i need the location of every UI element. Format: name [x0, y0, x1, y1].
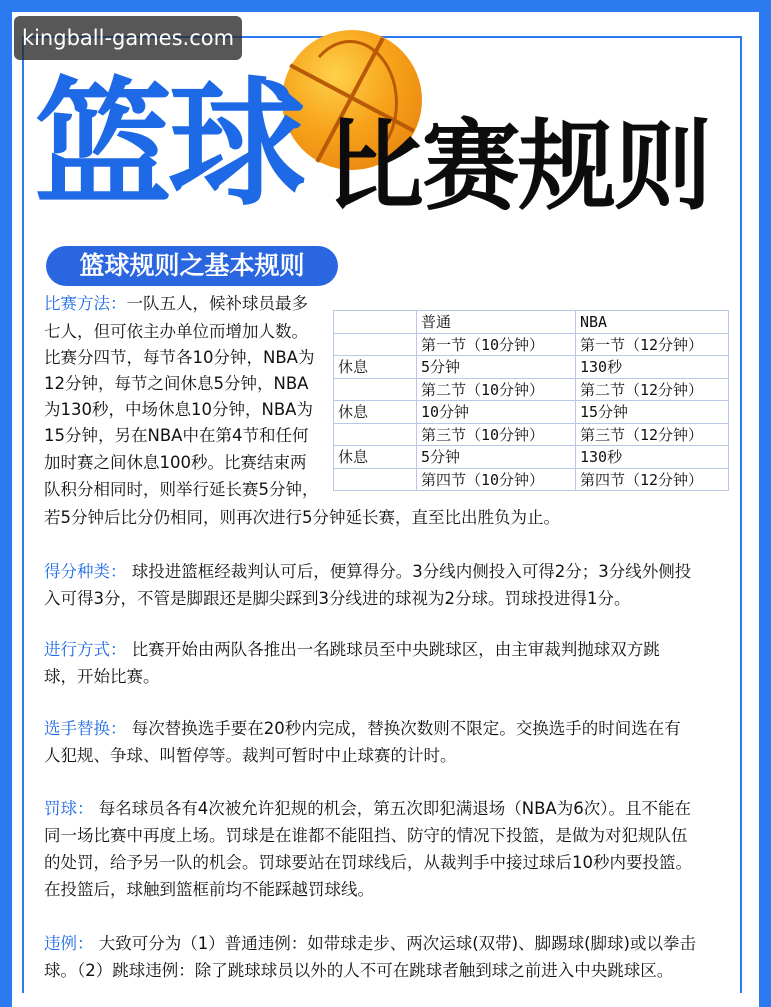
p5-line-3: 在投篮后，球触到篮框前均不能踩越罚球线。 — [44, 880, 374, 899]
p4-line-1: 人犯规、争球、叫暂停等。裁判可暂时中止球赛的计时。 — [44, 746, 457, 765]
table-row — [334, 401, 729, 424]
table-cell: 10分钟 — [417, 401, 576, 424]
p2-line-1: 入可得3分，不管是脚跟还是脚尖踩到3分线进的球视为2分球。罚球投进得1分。 — [44, 589, 631, 608]
table-cell: 第一节（10分钟） — [417, 333, 576, 356]
table-cell: 第四节（10分钟） — [417, 468, 576, 491]
table-cell: 第二节（12分钟） — [576, 378, 729, 401]
table-cell: 第四节（12分钟） — [576, 468, 729, 491]
p5-line-2: 的处罚，给予另一队的机会。罚球要站在罚球线后，从裁判手中接过球后10秒内要投篮。 — [44, 853, 692, 872]
p4-line-0 — [44, 717, 681, 740]
table-row — [334, 468, 729, 491]
watermark: kingball-games.com — [14, 16, 242, 60]
p1-line-7: 队积分相同时，则举行延长赛5分钟， — [44, 480, 319, 499]
table-cell — [334, 333, 417, 356]
p1-line-8: 若5分钟后比分仍相同，则再次进行5分钟延长赛，直至比出胜负为止。 — [44, 508, 560, 527]
p5-text: 每名球员各有4次被允许犯规的机会，第五次即犯满退场（NBA为6次）。且不能在 — [98, 799, 691, 818]
p5-line-0 — [44, 797, 691, 820]
p1-line-6: 加时赛之间休息100秒。比赛结束两 — [44, 453, 307, 472]
table-cell: 普通 — [417, 311, 576, 334]
p6-label: 违例： — [44, 934, 94, 953]
table-header-row — [334, 311, 729, 334]
p1-line-2: 比赛分四节，每节各10分钟，NBA为 — [44, 348, 315, 367]
table-cell: 休息 — [334, 401, 417, 424]
table-cell: 第一节（12分钟） — [576, 333, 729, 356]
p4-label: 选手替换： — [44, 719, 127, 738]
p3-text: 比赛开始由两队各推出一名跳球员至中央跳球区，由主审裁判抛球双方跳 — [131, 640, 660, 659]
table-cell: 15分钟 — [576, 401, 729, 424]
table-cell: 130秒 — [576, 356, 729, 379]
p5-label: 罚球： — [44, 799, 94, 818]
table-row — [334, 356, 729, 379]
table-cell — [334, 423, 417, 446]
p1-line-4: 为130秒，中场休息10分钟，NBA为 — [44, 400, 313, 419]
p2-line-0 — [44, 560, 691, 583]
p6-line-0 — [44, 932, 696, 955]
table-cell: 5分钟 — [417, 446, 576, 469]
table-cell: 5分钟 — [417, 356, 576, 379]
p6-line-1: 球。（2）跳球违例：除了跳球球员以外的人不可在跳球者触到球之前进入中央跳球区。 — [44, 961, 674, 980]
table-cell: NBA — [576, 311, 729, 334]
p6-text: 大致可分为（1）普通违例：如带球走步、两次运球(双带)、脚踢球(脚球)或以拳击 — [98, 934, 696, 953]
table-row — [334, 423, 729, 446]
table-cell — [334, 311, 417, 334]
p2-label: 得分种类： — [44, 562, 127, 581]
p1-text: 一队五人，候补球员最多 — [126, 294, 308, 313]
section-pill: 篮球规则之基本规则 — [46, 246, 338, 286]
p1-line-3: 12分钟，每节之间休息5分钟，NBA — [44, 374, 309, 393]
table-cell: 休息 — [334, 356, 417, 379]
rules-table — [333, 310, 729, 491]
table-row — [334, 378, 729, 401]
p3-label: 进行方式： — [44, 640, 127, 659]
table-row — [334, 446, 729, 469]
table-row — [334, 333, 729, 356]
p4-text: 每次替换选手要在20秒内完成，替换次数则不限定。交换选手的时间选在有 — [131, 719, 681, 738]
table-cell — [334, 378, 417, 401]
p1-label: 比赛方法： — [44, 294, 127, 313]
table-cell: 休息 — [334, 446, 417, 469]
title-part1: 篮球 — [34, 64, 303, 225]
table-cell: 第三节（10分钟） — [417, 423, 576, 446]
p1-line-1: 七人，但可依主办单位而增加人数。 — [44, 322, 308, 341]
table-cell — [334, 468, 417, 491]
p1-line-0 — [44, 292, 344, 315]
p2-text: 球投进篮框经裁判认可后，便算得分。3分线内侧投入可得2分；3分线外侧投 — [131, 562, 692, 581]
table-cell: 130秒 — [576, 446, 729, 469]
p5-line-1: 同一场比赛中再度上场。罚球是在谁都不能阻挡、防守的情况下投篮，是做为对犯规队伍 — [44, 826, 688, 845]
title-part2: 比赛规则 — [326, 110, 711, 224]
p3-line-1: 球，开始比赛。 — [44, 667, 160, 686]
table-cell: 第二节（10分钟） — [417, 378, 576, 401]
p1-line-5: 15分钟，另在NBA中在第4节和任何 — [44, 426, 309, 445]
table-cell: 第三节（12分钟） — [576, 423, 729, 446]
p3-line-0 — [44, 638, 660, 661]
